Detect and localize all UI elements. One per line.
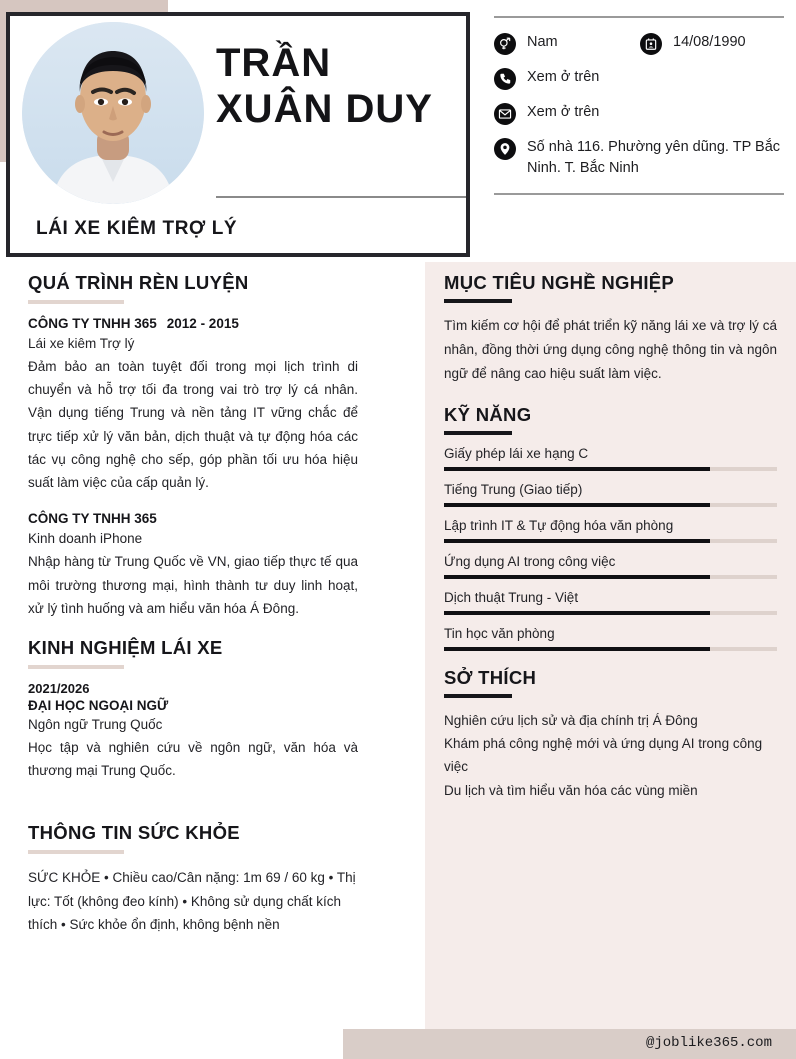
skill-bar-fill xyxy=(444,575,710,579)
objective-text: Tìm kiếm cơ hội để phát triển kỹ năng lái xe và trợ lý cá nhân, đồng thời ứng dụng công nghệ thông tin và ngôn ngữ để nâng cao hiệu suất làm việc. xyxy=(444,318,777,382)
skill-bar-track xyxy=(444,467,777,471)
education-date: 2021/2026 xyxy=(28,680,90,696)
experience-underline xyxy=(28,300,124,304)
hobbies-title: SỞ THÍCH xyxy=(444,667,537,689)
hobby-item: Nghiên cứu lịch sử và địa chính trị Á Đông xyxy=(444,713,698,729)
job-description: Đảm bảo an toàn tuyệt đối trong mọi lịch trình di chuyển và hỗ trợ tối đa trong vai trò trợ lý cá nhân. Vận dụng tiếng Trung và nền tảng IT vững chắc để trực tiếp xử lý văn bản, dịch thuật và tự động hóa các tác vụ công nghệ cho sếp, góp phần tối ưu hóa hiệu suất làm việc của cấp quản lý. xyxy=(28,359,358,491)
candidate-name xyxy=(216,40,464,133)
skill-item xyxy=(444,626,777,651)
skill-bar-track xyxy=(444,503,777,507)
skill-bar-track xyxy=(444,611,777,615)
health-description: SỨC KHỎE • Chiều cao/Cân nặng: 1m 69 / 60 kg • Thị lực: Tốt (không đeo kính) • Không sử dụng chất kích thích • Sức khỏe ổn định, không bệnh nền xyxy=(28,870,356,932)
education-description: Học tập và nghiên cứu về ngôn ngữ, văn hóa và thương mại Trung Quốc. xyxy=(28,739,358,779)
driving-underline xyxy=(28,665,124,669)
contact-row-gender-birthday xyxy=(494,32,784,55)
job-company: CÔNG TY TNHH 365 xyxy=(28,511,157,527)
skill-label: Lập trình IT & Tự động hóa văn phòng xyxy=(444,518,674,534)
skill-item xyxy=(444,518,777,543)
skill-bar-fill xyxy=(444,503,710,507)
health-section xyxy=(28,822,358,936)
driving-section xyxy=(28,637,358,782)
skills-list xyxy=(444,446,777,651)
skill-item xyxy=(444,482,777,507)
contact-gender: Nam xyxy=(527,34,558,50)
hobby-item: Du lịch và tìm hiểu văn hóa các vùng miền xyxy=(444,782,698,798)
skill-bar-track xyxy=(444,647,777,651)
skills-underline xyxy=(444,431,512,435)
hobbies-section xyxy=(444,667,777,802)
skill-bar-fill xyxy=(444,539,710,543)
job-title: LÁI XE KIÊM TRỢ LÝ xyxy=(36,218,238,239)
skill-bar-track xyxy=(444,575,777,579)
education-school: ĐẠI HỌC NGOẠI NGỮ xyxy=(28,697,169,713)
gender-icon xyxy=(494,33,516,55)
contact-bottom-divider xyxy=(494,193,784,195)
job-years: 2012 - 2015 xyxy=(166,316,239,331)
left-column xyxy=(28,272,358,936)
hobbies-list xyxy=(444,709,777,802)
hobbies-underline xyxy=(444,694,512,698)
job-role: Lái xe kiêm Trợ lý xyxy=(28,336,135,351)
experience-title: QUÁ TRÌNH RÈN LUYỆN xyxy=(28,272,249,293)
experience-section xyxy=(28,272,358,620)
skill-label: Dịch thuật Trung - Việt xyxy=(444,590,579,606)
skill-label: Giấy phép lái xe hạng C xyxy=(444,446,589,462)
skill-bar-track xyxy=(444,539,777,543)
phone-icon xyxy=(494,68,516,90)
hobby-item: Khám phá công nghệ mới và ứng dụng AI trong công việc xyxy=(444,736,763,775)
contact-phone: Xem ở trên xyxy=(527,69,600,85)
health-title: THÔNG TIN SỨC KHỎE xyxy=(28,822,240,844)
avatar xyxy=(22,22,204,204)
skill-label: Ứng dụng AI trong công việc xyxy=(444,554,616,570)
contact-row-address xyxy=(494,137,784,179)
birthday-icon xyxy=(640,33,662,55)
contact-birthday: 14/08/1990 xyxy=(673,34,746,50)
skills-section xyxy=(444,404,777,651)
name-divider xyxy=(216,196,466,198)
job-role: Kinh doanh iPhone xyxy=(28,531,143,547)
skill-bar-fill xyxy=(444,611,710,615)
contact-row-phone xyxy=(494,67,784,90)
skill-bar-fill xyxy=(444,467,710,471)
objective-section xyxy=(444,272,777,386)
name-line-2: XUÂN DUY xyxy=(216,87,433,132)
skill-item xyxy=(444,590,777,615)
location-icon xyxy=(494,138,516,160)
experience-item xyxy=(28,511,358,620)
watermark: @joblike365.com xyxy=(645,1035,772,1051)
right-column xyxy=(444,272,777,802)
skill-label: Tiếng Trung (Giao tiếp) xyxy=(444,482,583,498)
name-line-1: TRẦN xyxy=(216,41,332,85)
job-description: Nhập hàng từ Trung Quốc về VN, giao tiếp thực tế qua môi trường thương mại, hình thành tư duy linh hoạt, xử lý tình huống và am hiểu văn hóa Á Đông. xyxy=(28,554,358,616)
contact-panel xyxy=(494,16,784,195)
skill-item xyxy=(444,554,777,579)
skills-title: KỸ NĂNG xyxy=(444,404,532,426)
skill-label: Tin học văn phòng xyxy=(444,626,555,642)
contact-email: Xem ở trên xyxy=(527,104,600,120)
job-company: CÔNG TY TNHH 365 xyxy=(28,316,157,331)
skill-item xyxy=(444,446,777,471)
objective-underline xyxy=(444,299,512,303)
driving-title: KINH NGHIỆM LÁI XE xyxy=(28,636,223,658)
contact-row-email xyxy=(494,102,784,125)
health-underline xyxy=(28,850,124,854)
contact-address: Số nhà 116. Phường yên dũng. TP Bắc Ninh. T. Bắc Ninh xyxy=(527,139,781,177)
skill-bar-fill xyxy=(444,647,710,651)
objective-title: MỤC TIÊU NGHỀ NGHIỆP xyxy=(444,272,675,293)
experience-item xyxy=(28,316,358,494)
email-icon xyxy=(494,103,516,125)
education-major: Ngôn ngữ Trung Quốc xyxy=(28,716,163,732)
